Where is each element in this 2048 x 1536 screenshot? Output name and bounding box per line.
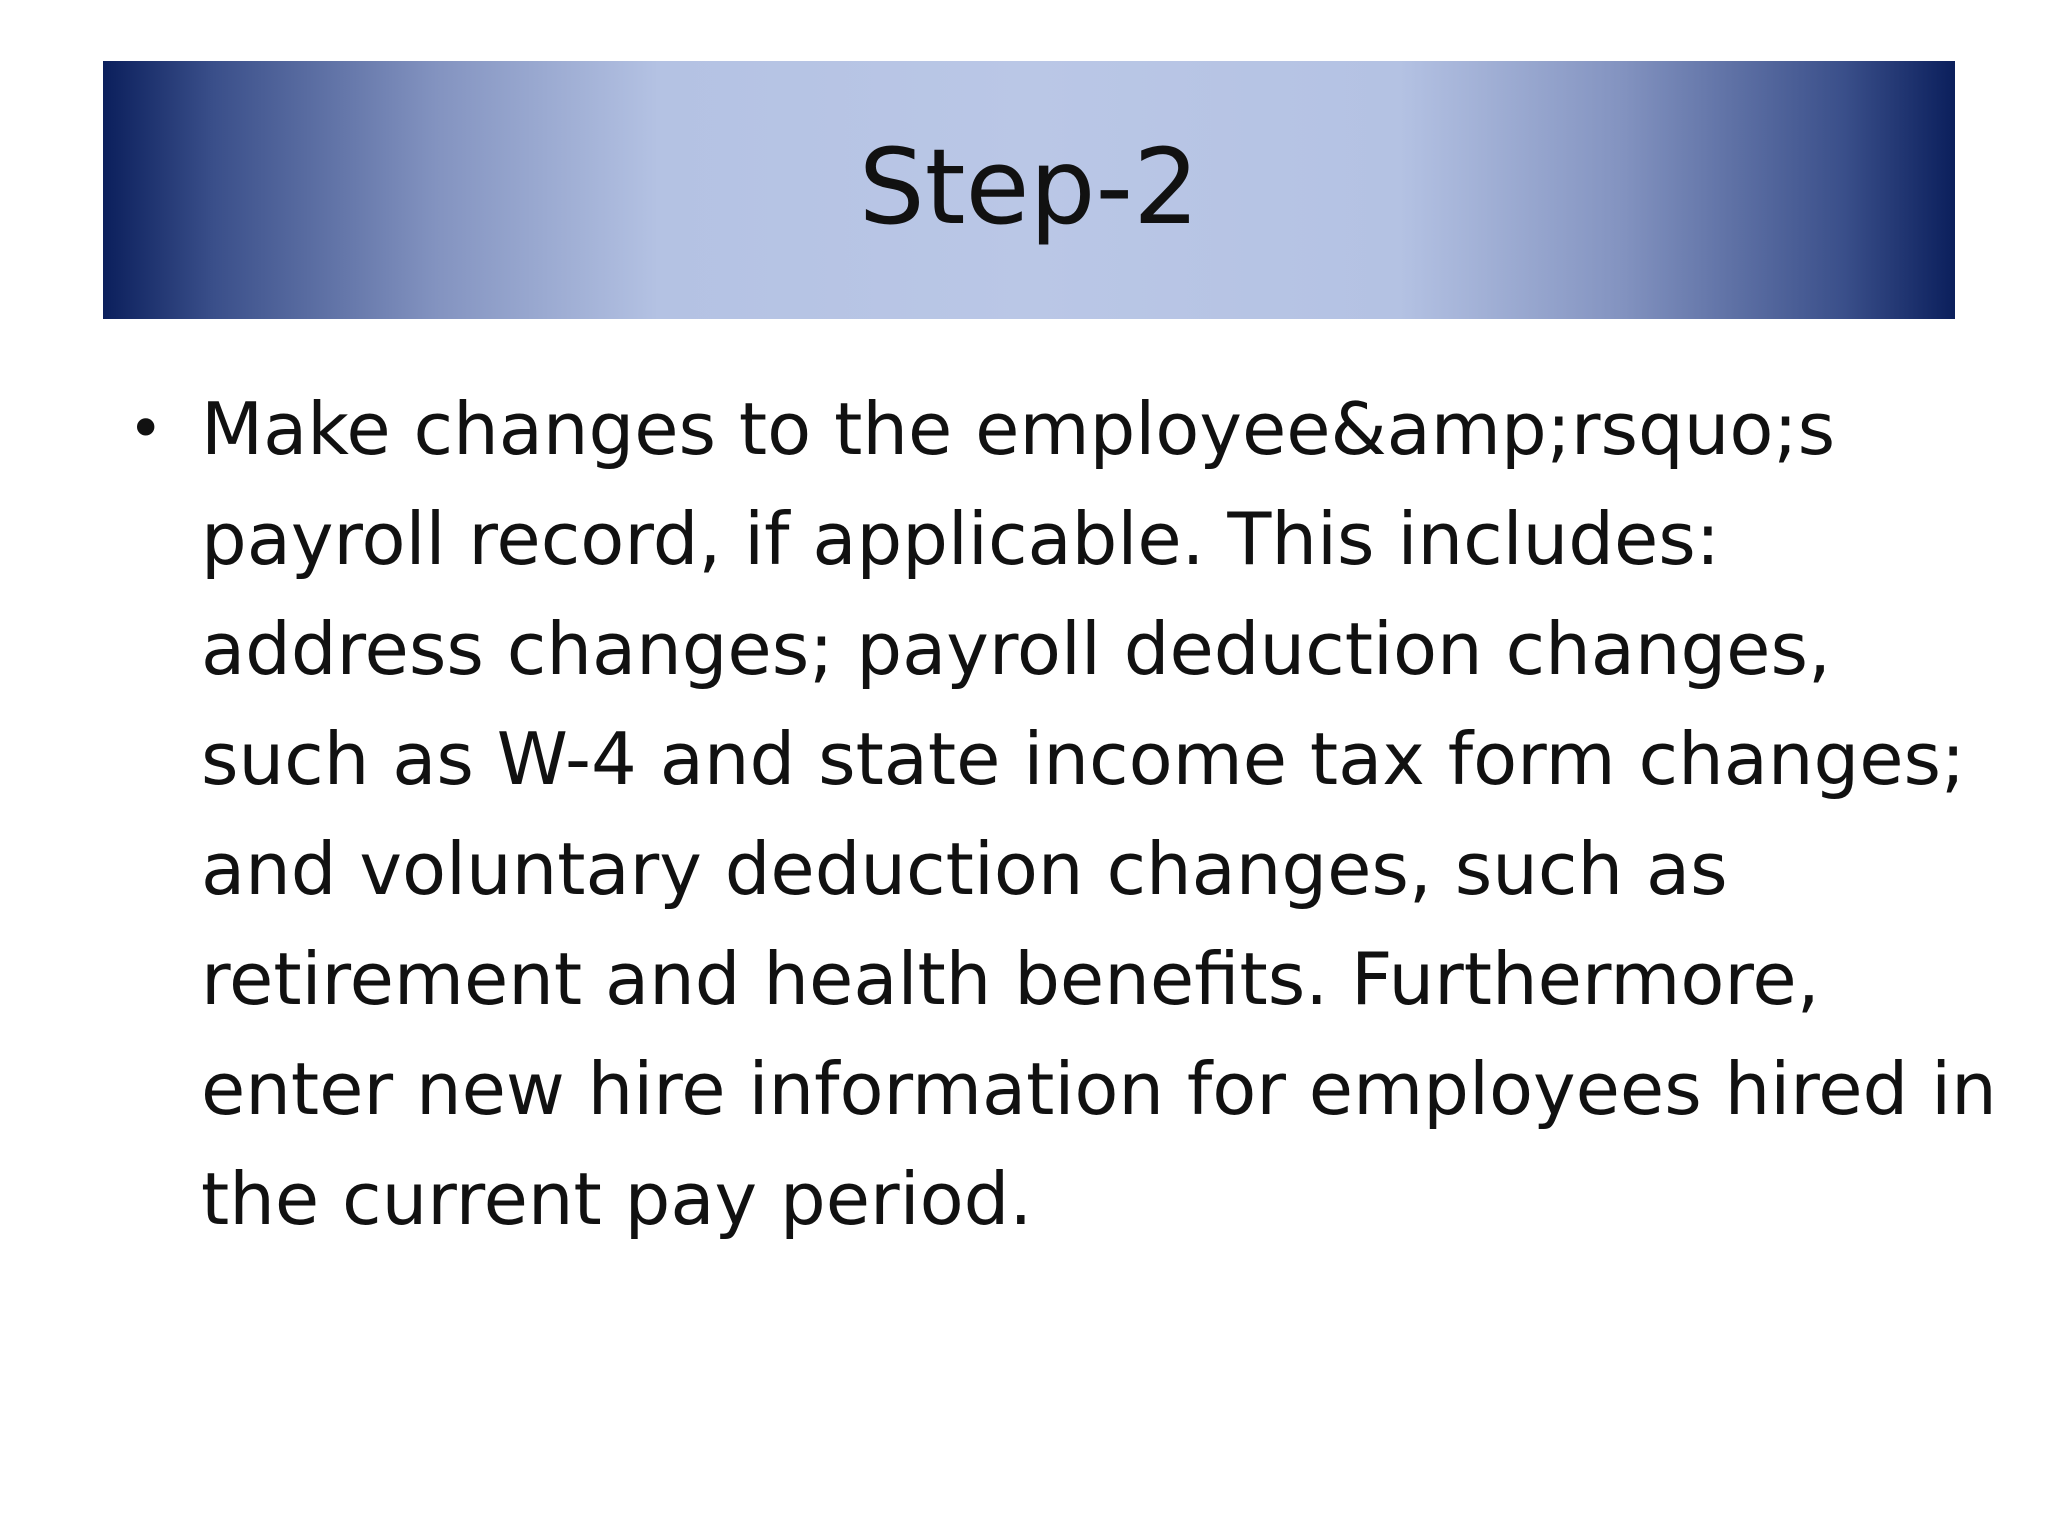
bullet-text: Make changes to the employee&amp;rsquo;s payroll record, if applicable. This includes: address changes; payroll deduction changes, such as W-4 and state income tax form changes; and voluntary deduction changes, such as retirement and health benefits. Furthermore, enter new hire information for employees hired in the current pay period. [201, 387, 1997, 1241]
bullet-list [120, 374, 1997, 1254]
bullet-item [120, 374, 2021, 1254]
bullet-icon: • [128, 394, 164, 464]
slide-title: Step-2 [858, 126, 1200, 248]
title-banner [103, 61, 1955, 319]
